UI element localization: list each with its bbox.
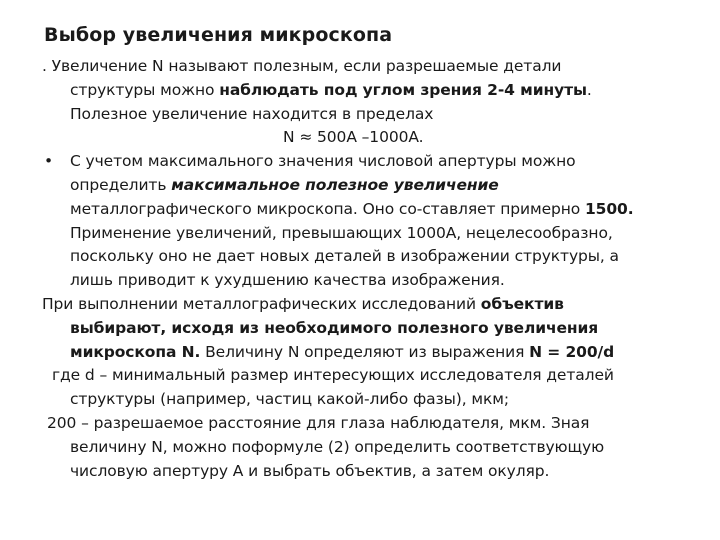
text-run: металлографического микроскопа. Оно со-ставляет примерно	[70, 199, 585, 218]
text-line	[42, 412, 708, 436]
bold-text-run: N = 200/d	[529, 342, 615, 361]
text-run: Величину N определяют из выражения	[200, 342, 530, 361]
text-run: величину N, можно поформуле (2) определить соответствующую	[70, 437, 605, 456]
text-line	[42, 55, 708, 79]
text-line	[42, 79, 708, 103]
text-line	[42, 436, 708, 460]
text-line	[42, 269, 708, 293]
bullet-line	[42, 150, 708, 174]
bold-text-run: микроскопа N.	[70, 342, 201, 361]
text-run: числовую апертуру А и выбрать объектив, а затем окуляр.	[70, 461, 550, 480]
text-line	[42, 364, 708, 388]
page-title: Выбор увеличения микроскопа	[44, 24, 393, 46]
text-run: .	[586, 80, 592, 99]
text-line	[42, 341, 708, 365]
text-run: . Увеличение N называют полезным, если разрешаемые детали	[42, 57, 562, 75]
bullet-marker: •	[44, 152, 54, 171]
text-line	[42, 245, 708, 269]
text-run: Применение увеличений, превышающих 1000А, нецелесообразно,	[70, 223, 613, 242]
text-run: где d – минимальный размер интересующих исследователя деталей	[52, 366, 614, 385]
text-run: 200 – разрешаемое расстояние для глаза наблюдателя, мкм. Зная	[47, 413, 590, 432]
formula-text: N ≈ 500A –1000A.	[283, 128, 424, 147]
bold-text-run: объектив	[480, 294, 564, 313]
text-run: С учетом максимального значения числовой апертуры можно	[70, 152, 576, 171]
text-line	[42, 198, 708, 222]
bold-text-run: выбирают, исходя из необходимого полезного увеличения	[70, 318, 599, 337]
text-line	[42, 293, 708, 317]
text-run: При выполнении металлографических исследований	[42, 294, 481, 313]
formula-line	[42, 126, 708, 150]
text-line	[42, 222, 708, 246]
text-run: лишь приводит к ухудшению качества изображения.	[70, 271, 505, 290]
text-line	[42, 174, 708, 198]
text-line	[42, 103, 708, 127]
text-run: структуры можно	[70, 80, 220, 99]
text-line	[42, 388, 708, 412]
bold-text-run: 1500.	[585, 199, 634, 218]
text-line	[42, 460, 708, 484]
text-run: определить	[70, 175, 172, 194]
text-run: Полезное увеличение находится в пределах	[70, 104, 434, 123]
bold-text-run: наблюдать под углом зрения 2-4 минуты	[219, 80, 587, 99]
text-run: структуры (например, частиц какой-либо фазы), мкм;	[70, 390, 509, 409]
text-run: поскольку оно не дает новых деталей в изображении структуры, а	[70, 247, 619, 266]
bold-italic-text-run: максимальное полезное увеличение	[171, 175, 499, 194]
text-line	[42, 317, 708, 341]
slide-body	[42, 55, 708, 483]
